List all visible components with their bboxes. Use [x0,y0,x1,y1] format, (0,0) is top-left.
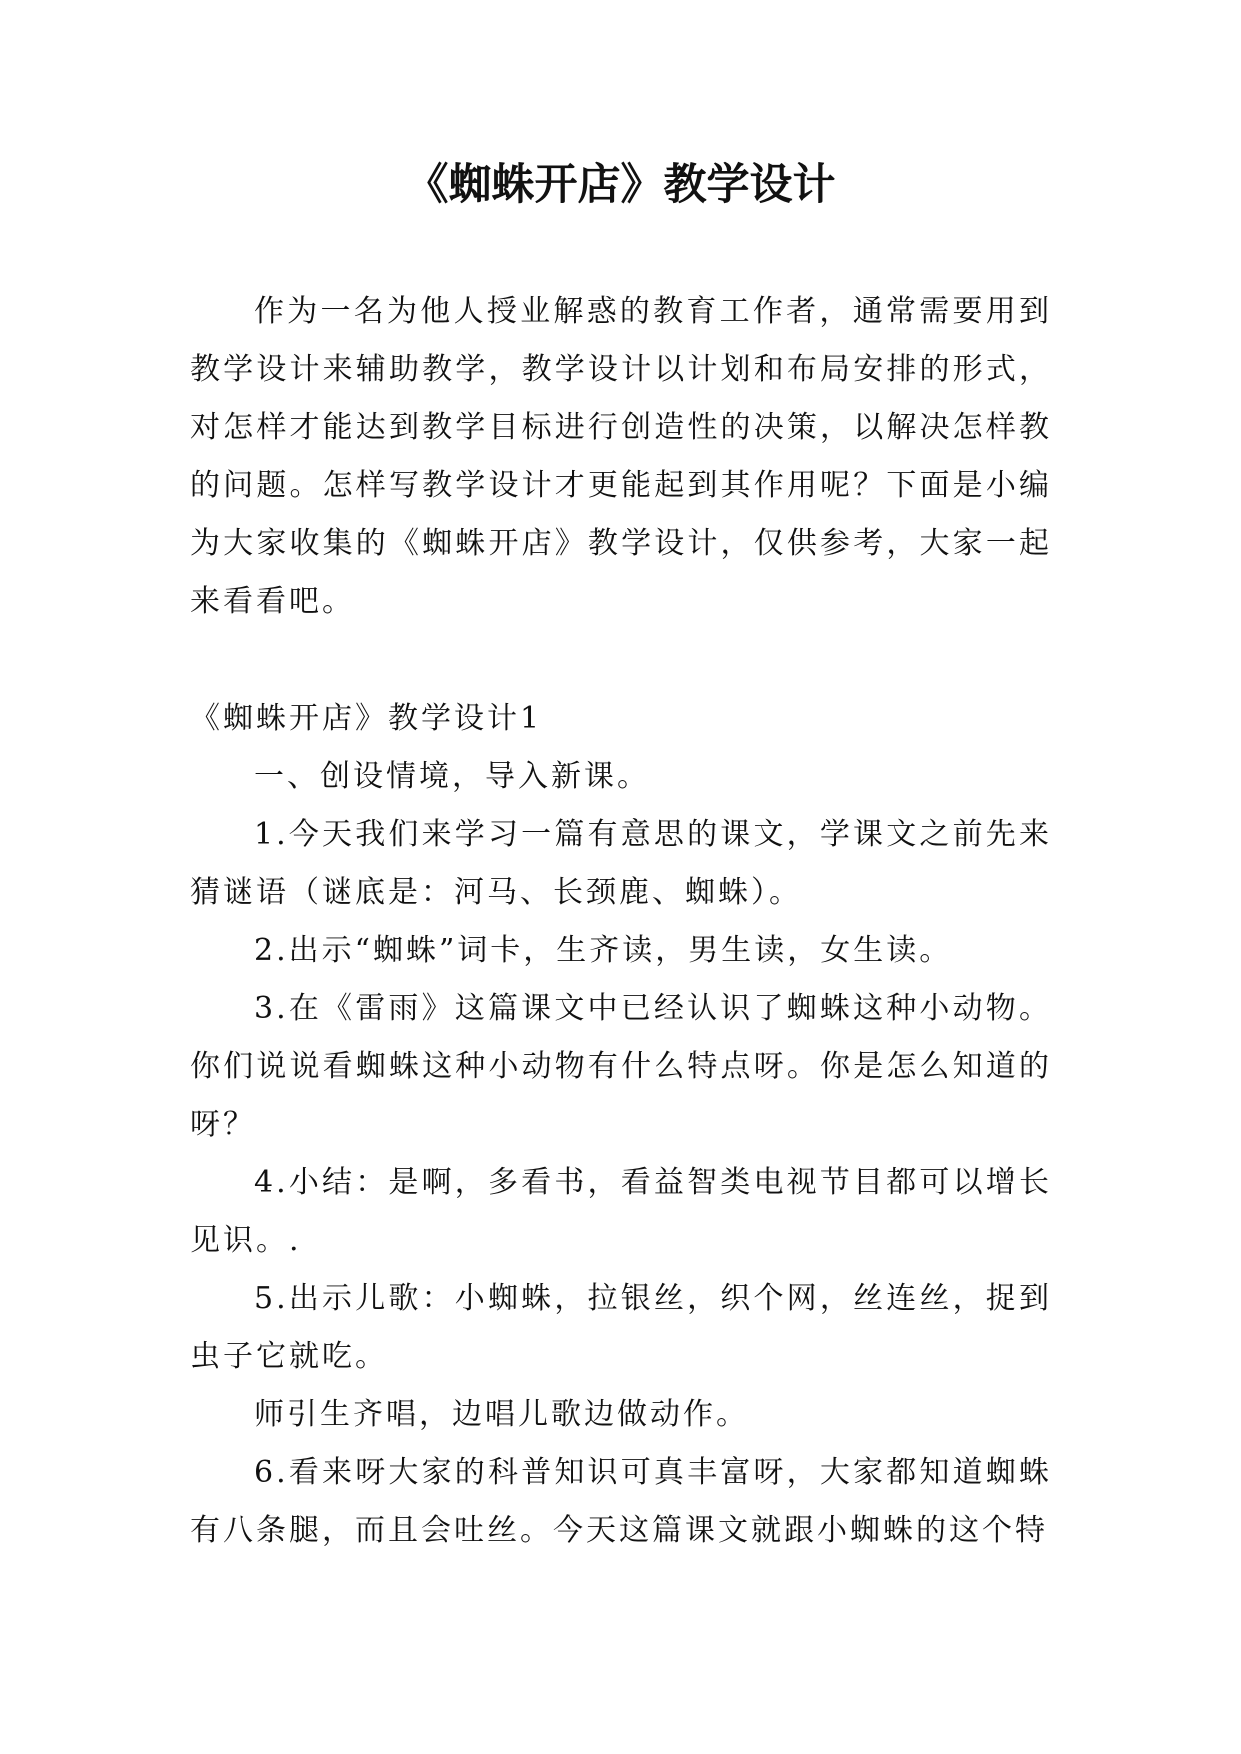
paragraph-5: 4.小结：是啊，多看书，看益智类电视节目都可以增长见识。. [190,1165,1052,1258]
section-1 [190,690,1052,1560]
document-title: 《蜘蛛开店》教学设计 [405,160,836,210]
intro-paragraph: 作为一名为他人授业解惑的教育工作者，通常需要用到教学设计来辅助教学，教学设计以计划和布局安排的形式，对怎样才能达到教学目标进行创造性的决策，以解决怎样教的问题。怎样写教学设计才更能起到其作用呢？下面是小编为大家收集的《蜘蛛开店》教学设计，仅供参考，大家一起来看看吧。 [190,294,1052,619]
paragraph-6: 5.出示儿歌：小蜘蛛，拉银丝，织个网，丝连丝，捉到虫子它就吃。 [190,1281,1052,1374]
paragraph-3: 2.出示“蜘蛛”词卡，生齐读，男生读，女生读。 [254,933,953,968]
paragraph-7: 师引生齐唱，边唱儿歌边做动作。 [254,1397,749,1432]
paragraph-4: 3.在《雷雨》这篇课文中已经认识了蜘蛛这种小动物。你们说说看蜘蛛这种小动物有什么特点呀。你是怎么知道的呀？ [190,991,1052,1142]
paragraph-1: 一、创设情境，导入新课。 [254,759,650,794]
paragraph-2: 1.今天我们来学习一篇有意思的课文，学课文之前先来猜谜语（谜底是：河马、长颈鹿、蜘蛛）。 [190,817,1052,910]
paragraph-8: 6.看来呀大家的科普知识可真丰富呀，大家都知道蜘蛛有八条腿，而且会吐丝。今天这篇课文就跟小蜘蛛的这个特 [190,1455,1052,1548]
section-heading: 《蜘蛛开店》教学设计1 [190,701,543,736]
